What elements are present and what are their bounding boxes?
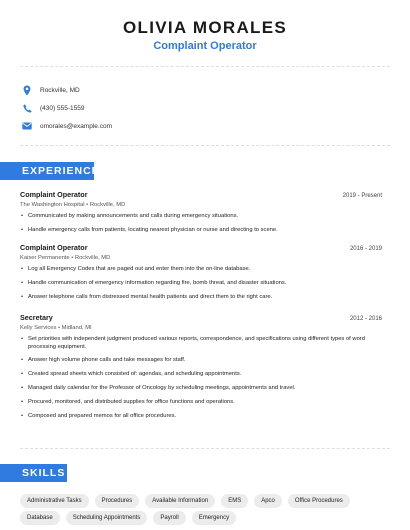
phone-icon (22, 102, 32, 114)
job-role: Complaint Operator (20, 243, 88, 252)
skills-heading: SKILLS (0, 464, 67, 482)
job-company: Kelly Services (20, 325, 57, 331)
experience-item (20, 190, 382, 241)
experience-heading: EXPERIENCE (0, 162, 94, 180)
envelope-icon (22, 120, 32, 132)
list-item: • Answer high volume phone calls and take messages for staff. (21, 357, 186, 364)
job-bullets (20, 213, 382, 234)
skill-chip: Available Information (145, 494, 215, 508)
job-company: The Washington Hospital (20, 202, 85, 208)
location-text: Rockville, MD (40, 86, 80, 94)
job-location: Midland, MI (61, 325, 92, 331)
skill-chip: Scheduling Appointments (66, 511, 148, 525)
skill-chip: Office Procedures (288, 494, 350, 508)
contact-divider (20, 145, 390, 146)
skill-chip: Apco (254, 494, 282, 508)
list-item: • Set priorities with independent judgment produced various reports, correspondence, and specifications using different types of word processing equipment. (21, 336, 365, 350)
list-item: • Handle communication of emergency information regarding fire, bomb threat, and disaster situations. (21, 279, 287, 286)
list-item: • Handle emergency calls from patients, locating nearest physician or nurse and directing to scene. (21, 226, 278, 233)
job-location: Rockville, MD (74, 255, 111, 261)
job-company: Kaiser Permanente (20, 255, 70, 261)
list-item: • Composed and prepared memos for all office procedures. (21, 412, 177, 419)
list-item: • Communicated by making announcements and calls during emergency situations. (21, 213, 239, 219)
skill-chip: Emergency (192, 511, 236, 525)
job-company-line: Kelly Services • Midland, MI (20, 325, 92, 331)
candidate-name: OLIVIA MORALES (123, 18, 287, 37)
map-pin-icon (22, 84, 32, 96)
skill-chip: Database (20, 511, 60, 525)
job-bullets (20, 266, 382, 301)
job-dates: 2012 - 2016 (349, 316, 382, 322)
list-item: • Managed daily calendar for the Professor of Oncology by scheduling meetings, appointments and travel. (21, 384, 296, 391)
job-role: Secretary (20, 313, 53, 322)
candidate-title: Complaint Operator (153, 40, 257, 52)
job-company-line: Kaiser Permanente • Rockville, MD (20, 255, 111, 261)
contact-email (22, 119, 112, 133)
job-role: Complaint Operator (20, 190, 88, 199)
skill-chip: Administrative Tasks (20, 494, 89, 508)
skill-chip: Procedures (95, 494, 140, 508)
skill-chip: EMS (221, 494, 248, 508)
list-item: • Created spread sheets which consisted of: agendas, and scheduling appointments. (21, 371, 242, 378)
skills-divider (20, 448, 390, 449)
header-divider (20, 66, 390, 67)
email-text[interactable]: omorales@example.com (40, 122, 112, 130)
job-company-line: The Washington Hospital • Rockville, MD (20, 202, 126, 208)
list-item: • Log all Emergency Codes that are paged out and enter them into the on-line database. (21, 266, 251, 272)
phone-text: (430) 555-1559 (40, 104, 85, 112)
list-item: • Procured, monitored, and distributed supplies for office functions and operations. (21, 398, 235, 405)
job-dates: 2016 - 2019 (349, 246, 382, 252)
job-bullets (20, 336, 382, 420)
skill-chip: Payroll (153, 511, 185, 525)
experience-item (20, 313, 382, 426)
contact-location (22, 83, 80, 97)
job-dates: 2019 - Present (342, 193, 382, 199)
job-location: Rockville, MD (89, 202, 126, 208)
list-item: • Answer telephone calls from distressed mental health patients and direct them to the right care. (21, 293, 273, 300)
skills-list (20, 494, 390, 528)
contact-phone (22, 101, 84, 115)
experience-item (20, 243, 382, 307)
